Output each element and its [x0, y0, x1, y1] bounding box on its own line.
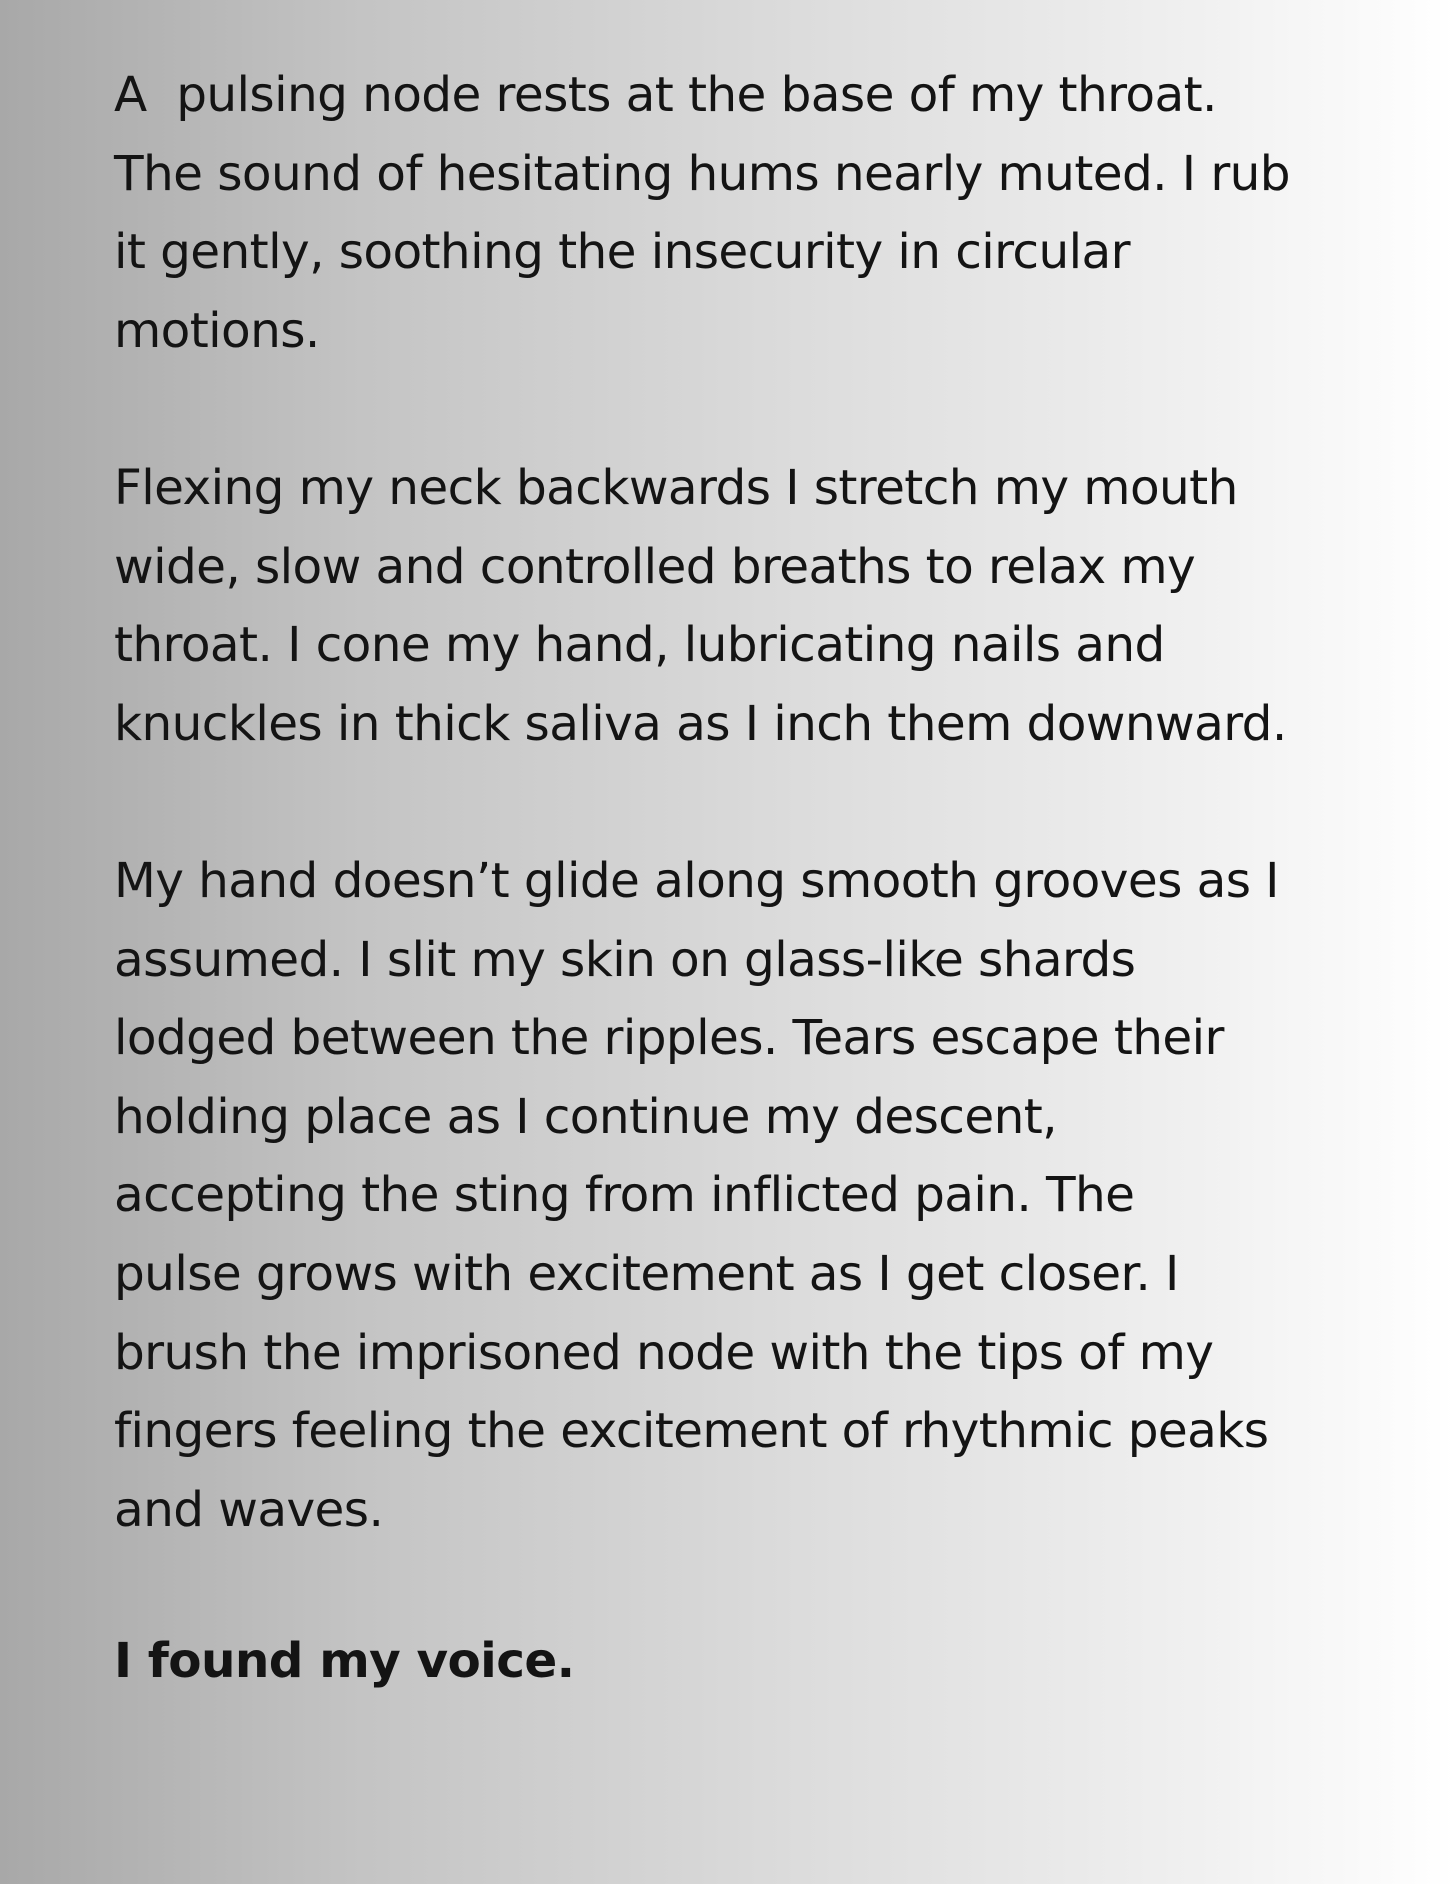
text-line: pulse grows with excitement as I get closer. I: [114, 1245, 1179, 1302]
text-line: A pulsing node rests at the base of my throat.: [114, 67, 1217, 123]
text-line: holding place as I continue my descent,: [114, 1088, 1057, 1145]
text-line: lodged between the ripples. Tears escape their: [114, 1010, 1224, 1067]
text-line: and waves.: [114, 1481, 384, 1538]
text-line: brush the imprisoned node with the tips of my: [114, 1324, 1214, 1381]
paragraph-2: [114, 449, 1354, 763]
text-line: My hand doesn’t glide along smooth grooves as I: [114, 852, 1279, 909]
paragraph-gap: [114, 370, 1354, 449]
text-line: fingers feeling the excitement of rhythmic peaks: [114, 1403, 1269, 1460]
text-line: it gently, soothing the insecurity in circular: [114, 224, 1130, 281]
text-line: accepting the sting from inflicted pain. The: [114, 1167, 1135, 1224]
text-line: Flexing my neck backwards I stretch my mouth: [114, 459, 1238, 516]
paragraph-gap: [114, 763, 1354, 842]
closing-line: I found my voice.: [114, 1633, 575, 1689]
text-line: The sound of hesitating hums nearly muted. I rub: [114, 145, 1290, 202]
paragraph-3: [114, 842, 1354, 1549]
text-line: wide, slow and controlled breaths to relax my: [114, 538, 1196, 595]
text-line: assumed. I slit my skin on glass-like shards: [114, 931, 1136, 988]
text-line: knuckles in thick saliva as I inch them downward.: [114, 695, 1287, 752]
poem-body: [114, 56, 1354, 1549]
text-line: motions.: [114, 302, 320, 359]
paragraph-1: [114, 56, 1354, 370]
text-line: throat. I cone my hand, lubricating nails and: [114, 617, 1165, 674]
